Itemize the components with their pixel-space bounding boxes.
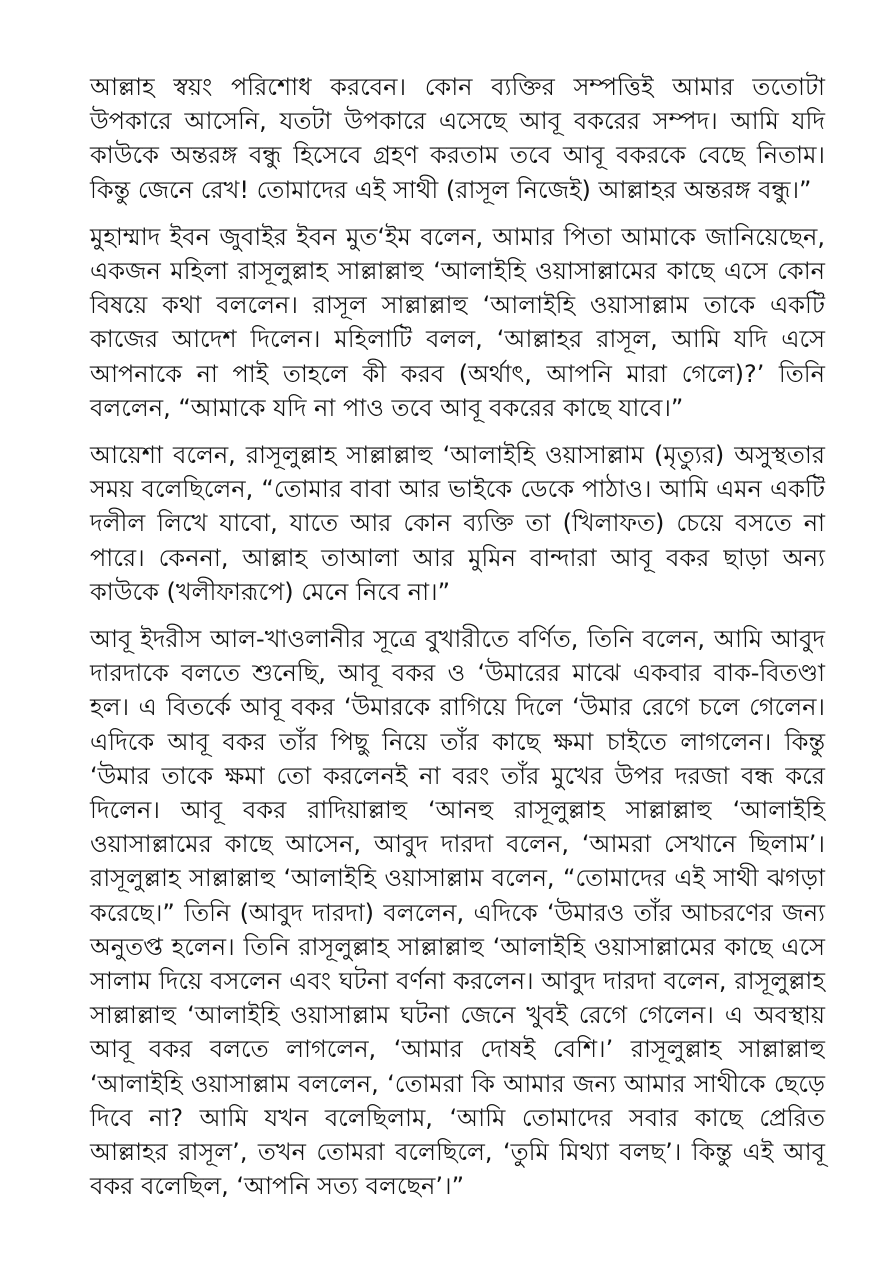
book-page [90,70,825,1250]
paragraph-4: আবূ ইদরীস আল-খাওলানীর সূত্রে বুখারীতে বর্ণিত, তিনি বলেন, আমি আবুদ দারদাকে বলতে শুনেছি, আবূ বকর ও ‘উমারের মাঝে একবার বাক-বিতণ্ডা হল। এ বিতর্কে আবূ বকর ‘উমারকে রাগিয়ে দিলে ‘উমার রেগে চলে গেলেন। এদিকে আবূ বকর তাঁর পিছু নিয়ে তাঁর কাছে ক্ষমা চাইতে লাগলেন। কিন্তু ‘উমার তাকে ক্ষমা তো করলেনই না বরং তাঁর মুখের উপর দরজা বন্ধ করে দিলেন। আবূ বকর রাদিয়াল্লাহু ‘আনহু রাসূলুল্লাহ সাল্লাল্লাহু ‘আলাইহি ওয়াসাল্লামের কাছে আসেন, আবুদ দারদা বলেন, ‘আমরা সেখানে ছিলাম’। রাসূলুল্লাহ সাল্লাল্লাহু ‘আলাইহি ওয়াসাল্লাম বলেন, “তোমাদের এই সাথী ঝগড়া করেছে।” তিনি (আবুদ দারদা) বললেন, এদিকে ‘উমারও তাঁর আচরণের জন্য অনুতপ্ত হলেন। তিনি রাসূলুল্লাহ সাল্লাল্লাহু ‘আলাইহি ওয়াসাল্লামের কাছে এসে সালাম দিয়ে বসলেন এবং ঘটনা বর্ণনা করলেন। আবুদ দারদা বলেন, রাসূলুল্লাহ সাল্লাল্লাহু ‘আলাইহি ওয়াসাল্লাম ঘটনা জেনে খুবই রেগে গেলেন। এ অবস্থায় আবূ বকর বলতে লাগলেন, ‘আমার দোষই বেশি।’ রাসূলুল্লাহ সাল্লাল্লাহু ‘আলাইহি ওয়াসাল্লাম বললেন, ‘তোমরা কি আমার জন্য আমার সাথীকে ছেড়ে দিবে না? আমি যখন বলেছিলাম, ‘আমি তোমাদের সবার কাছে প্রেরিত আল্লাহর রাসূল’, তখন তোমরা বলেছিলে, ‘তুমি মিথ্যা বলছ’। কিন্তু এই আবূ বকর বলেছিল, ‘আপনি সত্য বলছেন’।” [90,625,825,1201]
paragraph-3: আয়েশা বলেন, রাসূলুল্লাহ সাল্লাল্লাহু ‘আলাইহি ওয়াসাল্লাম (মৃত্যুর) অসুস্থতার সময় বলেছিলেন, “তোমার বাবা আর ভাইকে ডেকে পাঠাও। আমি এমন একটি দলীল লিখে যাবো, যাতে আর কোন ব্যক্তি তা (খিলাফত) চেয়ে বসতে না পারে। কেননা, আল্লাহ তাআলা আর মুমিন বান্দারা আবূ বকর ছাড়া অন্য কাউকে (খলীফারূপে) মেনে নিবে না।” [90,441,825,606]
paragraph-1: আল্লাহ স্বয়ং পরিশোধ করবেন। কোন ব্যক্তির সম্পত্তিই আমার ততোটা উপকারে আসেনি, যতটা উপকারে এসেছে আবূ বকরের সম্পদ। আমি যদি কাউকে অন্তরঙ্গ বন্ধু হিসেবে গ্রহণ করতাম তবে আবূ বকরকে বেছে নিতাম। কিন্তু জেনে রেখ! তোমাদের এই সাথী (রাসূল নিজেই) আল্লাহর অন্তরঙ্গ বন্ধু।” [90,73,825,204]
paragraph-2: মুহাম্মাদ ইবন জুবাইর ইবন মুত‘ইম বলেন, আমার পিতা আমাকে জানিয়েছেন, একজন মহিলা রাসূলুল্লাহ সাল্লাল্লাহু ‘আলাইহি ওয়াসাল্লামের কাছে এসে কোন বিষয়ে কথা বললেন। রাসূল সাল্লাল্লাহু ‘আলাইহি ওয়াসাল্লাম তাকে একটি কাজের আদেশ দিলেন। মহিলাটি বলল, ‘আল্লাহর রাসূল, আমি যদি এসে আপনাকে না পাই তাহলে কী করব (অর্থাৎ, আপনি মারা গেলে)?’ তিনি বললেন, “আমাকে যদি না পাও তবে আবূ বকরের কাছে যাবে।” [90,222,825,422]
